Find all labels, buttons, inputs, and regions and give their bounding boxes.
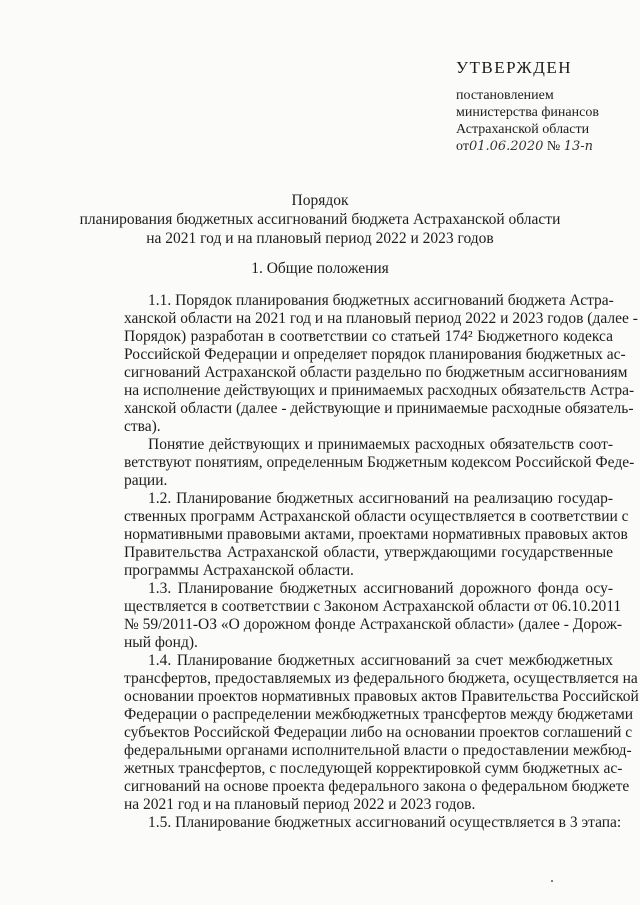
text-line: ханской области (далее - действующие и принимаемые расходные обязатель- [124, 400, 634, 417]
text-line: сигнований Астраханской области раздельно по бюджетным ассигнованиям [124, 364, 628, 381]
text-line: Порядок) разработан в соответствии со статьей 174² Бюджетного кодекса [124, 328, 613, 345]
heading-line: Порядок [291, 192, 349, 209]
paragraph-1-4 [124, 652, 639, 814]
text-line: рации. [124, 472, 168, 489]
text-line: ный фонд). [124, 634, 198, 651]
approval-date: 01.06.2020 [468, 139, 544, 154]
text-line: на 2021 год и на плановый период 2022 и 2023 годов. [124, 796, 476, 813]
heading-line: планирования бюджетных ассигнований бюджета Астраханской области [79, 211, 561, 228]
text-line: ветствуют понятиям, определенным Бюджетным кодексом Российской Феде- [124, 454, 635, 471]
text-line: Понятие действующих и принимаемых расходных обязательств соот- [148, 436, 613, 453]
text-line: Российской Федерации и определяет порядок планирования бюджетных ас- [124, 346, 626, 363]
text-line: программы Астраханской области. [124, 562, 354, 579]
text-line: 1.1. Порядок планирования бюджетных ассигнований бюджета Астра- [148, 292, 614, 309]
approval-number-label: № [546, 139, 561, 154]
approval-line: министерства финансов [456, 105, 599, 120]
paragraph-concept [124, 436, 635, 490]
text-line: сигнований на основе проекта федерального закона о федеральном бюджете [124, 778, 630, 795]
paragraph-1-2 [124, 490, 629, 580]
text-line: федеральными органами исполнительной власти о предоставлении межбюд- [124, 742, 632, 759]
paragraph-1-1 [124, 292, 638, 436]
text-line: Правительства Астраханской области, утверждающими государственные [124, 544, 613, 561]
approval-date-line [456, 138, 636, 155]
text-line: трансфертов, предоставляемых из федерального бюджета, осуществляется на [124, 670, 638, 687]
paragraph-1-3 [124, 580, 623, 652]
text-line: ханской области на 2021 год и на плановый период 2022 и 2023 годов (далее - [124, 310, 638, 327]
text-line: ственных программ Астраханской области осуществляется в соответствии с [124, 508, 629, 525]
section-title: 1. Общие положения [251, 260, 389, 277]
document-heading [0, 191, 640, 248]
approval-number: 13-п [563, 139, 594, 154]
text-line: субъектов Российской Федерации либо на основании проектов соглашений с [124, 724, 633, 741]
approval-stamp [456, 58, 636, 155]
document-body [124, 292, 639, 832]
scan-speck [551, 880, 553, 882]
text-line: 1.4. Планирование бюджетных ассигнований за счет межбюджетных [148, 652, 613, 669]
text-line: ществляется в соответствии с Законом Астраханской области от 06.10.2011 [124, 598, 622, 615]
approval-line: постановлением [456, 88, 554, 103]
paragraph-1-5 [124, 814, 622, 832]
approval-date-prefix: от [456, 139, 469, 154]
text-line: на исполнение действующих и принимаемых расходных обязательств Астра- [124, 382, 635, 399]
text-line: ства). [124, 418, 161, 435]
text-line: 1.2. Планирование бюджетных ассигнований на реализацию государ- [148, 490, 613, 507]
text-line: основании проектов нормативных правовых актов Правительства Российской [124, 688, 639, 705]
text-line: 1.5. Планирование бюджетных ассигнований осуществляется в 3 этапа: [148, 814, 622, 831]
text-line: Федерации о распределении межбюджетных трансфертов между бюджетами [124, 706, 634, 723]
text-line: № 59/2011-ОЗ «О дорожном фонде Астраханской области» (далее - Дорож- [124, 616, 623, 633]
text-line: жетных трансфертов, с последующей корректировкой сумм бюджетных ас- [124, 760, 623, 777]
text-line: нормативными правовыми актами, проектами нормативных правовых актов [124, 526, 628, 543]
text-line: 1.3. Планирование бюджетных ассигнований дорожного фонда осу- [148, 580, 613, 597]
heading-line: на 2021 год и на плановый период 2022 и 2023 годов [146, 230, 494, 247]
approval-title: УТВЕРЖДЕН [456, 58, 572, 77]
approval-line: Астраханской области [456, 122, 590, 137]
